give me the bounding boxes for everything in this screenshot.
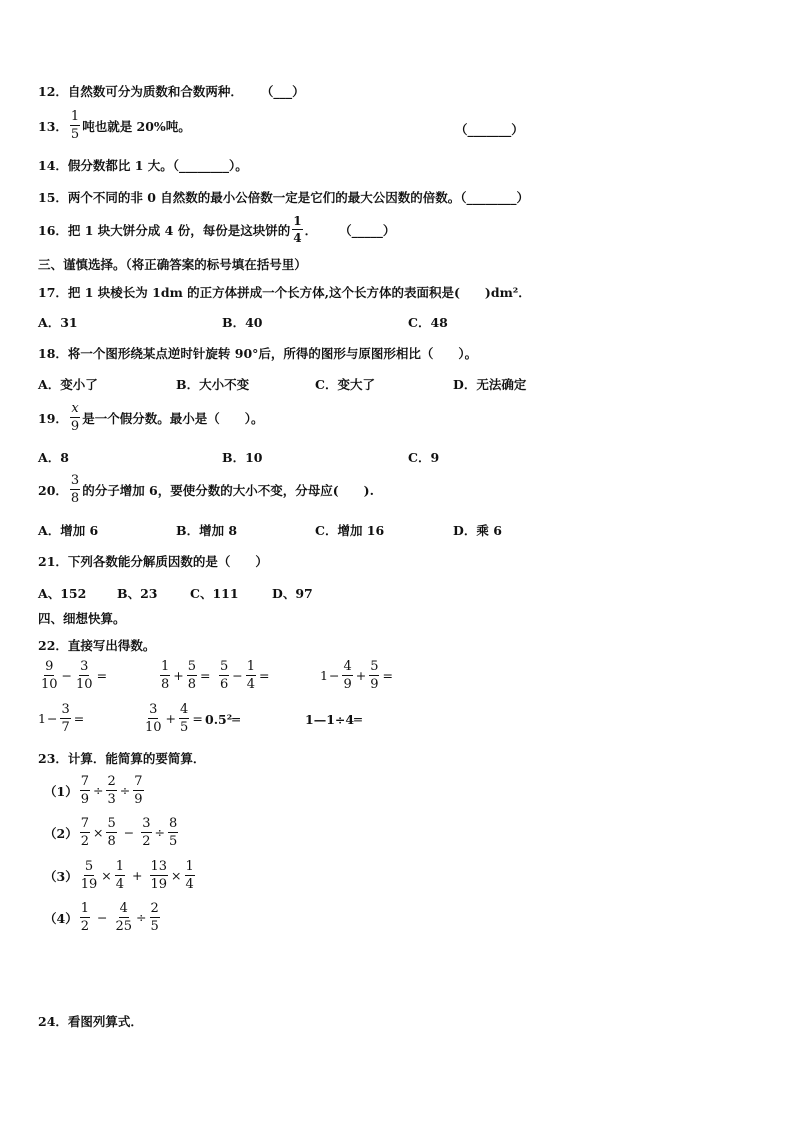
option-b: B．40 xyxy=(222,315,263,330)
option-a: A．8 xyxy=(38,450,69,465)
fraction: $\frac{1}{5}$ xyxy=(70,109,80,142)
question-13 xyxy=(38,110,191,141)
expression: $\frac{1}{8}$ + $\frac{5}{8}$ = xyxy=(161,659,211,692)
question-number: 19． xyxy=(38,410,68,426)
question-22: 22．直接写出得数。 xyxy=(38,638,156,653)
calc-item-4: （4） $\frac{1}{2}$ − $\frac{4}{25}$ ÷ $\frac{2}{5}$ xyxy=(44,901,159,934)
question-19 xyxy=(38,402,263,433)
expression: 1 − $\frac{4}{9}$ + $\frac{5}{9}$ = xyxy=(320,659,393,692)
question-20 xyxy=(38,474,374,505)
answer-bracket: （_____） xyxy=(339,222,396,238)
option-a: A．增加 6 xyxy=(38,523,99,538)
question-24: 24．看图列算式． xyxy=(38,1014,143,1029)
question-12 xyxy=(38,82,305,100)
question-15: 15．两个不同的非 0 自然数的最小公倍数一定是它们的最大公因数的倍数。（________） xyxy=(38,190,530,205)
option-c: C．增加 16 xyxy=(315,523,385,538)
option-b: B．大小不变 xyxy=(176,377,250,392)
question-21: 21．下列各数能分解质因数的是（ ） xyxy=(38,554,268,569)
expression: $\frac{5}{6}$ − $\frac{1}{4}$ = xyxy=(220,659,270,692)
question-12-text: 12．自然数可分为质数和合数两种． xyxy=(38,84,243,99)
expression: $\frac{9}{10}$ − $\frac{3}{10}$ = xyxy=(41,659,108,692)
calc-item-2: （2） $\frac{7}{2}$ × $\frac{5}{8}$ − $\frac{3}{2}$ ÷ $\frac{8}{5}$ xyxy=(44,816,178,849)
fraction: $\frac{3}{8}$ xyxy=(70,473,80,506)
calc-item-3: （3） $\frac{5}{19}$ × $\frac{1}{4}$ + $\frac{13}{19}$ × $\frac{1}{4}$ xyxy=(44,859,194,892)
option-b: B、23 xyxy=(117,586,158,601)
answer-bracket: （_______） xyxy=(455,122,524,137)
option-a: A．31 xyxy=(38,315,78,330)
fraction: $\frac{1}{4}$ xyxy=(293,214,302,245)
option-c: C、111 xyxy=(190,586,239,601)
calc-item-1: （1） $\frac{7}{9}$ ÷ $\frac{2}{3}$ ÷ $\frac{7}{9}$ xyxy=(44,774,143,807)
answer-bracket: （___） xyxy=(260,84,305,99)
option-d: D、97 xyxy=(272,586,313,601)
question-14: 14．假分数都比 1 大。（________）。 xyxy=(38,158,248,173)
question-13-text: 吨也就是 20%吨。 xyxy=(82,118,191,134)
question-18: 18．将一个图形绕某点逆时针旋转 90°后，所得的图形与原图形相比（ ）。 xyxy=(38,346,478,361)
option-a: A．变小了 xyxy=(38,377,98,392)
expression: $\frac{3}{10}$ + $\frac{4}{5}$ = xyxy=(145,702,203,735)
question-number: 20． xyxy=(38,482,68,498)
question-23: 23．计算．能简算的要简算． xyxy=(38,751,206,766)
expression: 0.5²═ xyxy=(205,712,240,727)
question-17: 17．把 1 块棱长为 1dm 的正方体拼成一个长方体,这个长方体的表面积是( )dm²． xyxy=(38,285,531,300)
option-c: C．9 xyxy=(408,450,440,465)
question-number: 13． xyxy=(38,118,68,134)
section-heading: 三、谨慎选择。（将正确答案的标号填在括号里） xyxy=(38,257,307,272)
option-d: D．无法确定 xyxy=(453,377,527,392)
option-a: A、152 xyxy=(38,586,87,601)
question-20-text: 的分子增加 6，要使分数的大小不变，分母应( ). xyxy=(82,482,374,498)
option-d: D．乘 6 xyxy=(453,523,502,538)
question-19-text: 是一个假分数。最小是（ ）。 xyxy=(82,410,264,426)
expression: 1—1÷4═ xyxy=(305,712,362,727)
question-16-text: 16．把 1 块大饼分成 4 份，每份是这块饼的 xyxy=(38,222,291,238)
option-b: B．增加 8 xyxy=(176,523,238,538)
option-c: C．变大了 xyxy=(315,377,375,392)
expression: 1 − $\frac{3}{7}$ = xyxy=(38,702,85,735)
question-16: 16．把 1 块大饼分成 4 份，每份是这块饼的 $\frac{1}{4}$ ． （_____） xyxy=(38,214,396,245)
section-heading: 四、细想快算。 xyxy=(38,611,126,626)
option-b: B．10 xyxy=(222,450,263,465)
option-c: C．48 xyxy=(408,315,448,330)
fraction: $\frac{x}{9}$ xyxy=(70,401,80,434)
